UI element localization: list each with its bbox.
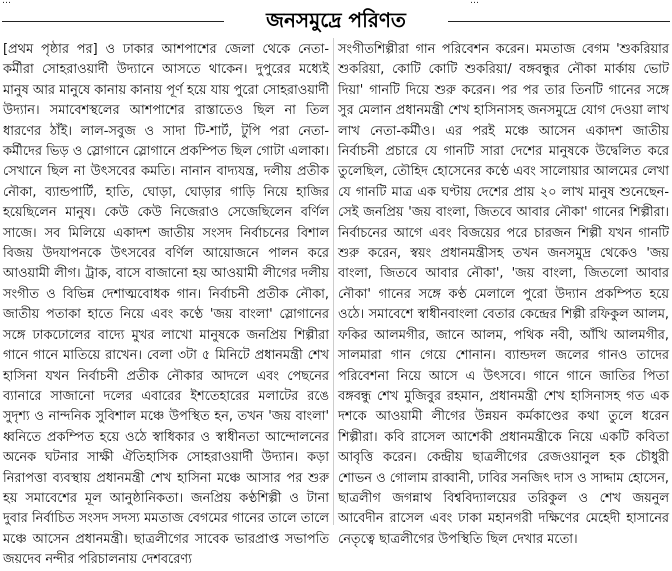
column-divider (333, 38, 334, 525)
article-column-right (338, 40, 669, 547)
article-column-left (3, 40, 329, 568)
article-column-left-text: [প্রথম পৃষ্ঠার পর] ও ঢাকার আশপাশের জেলা থেকে নেতা-কর্মীরা সোহরাওয়ার্দী উদ্যানে আসতে থাকেন। দুপুরের মধ্যেই মানুষ আর মানুষে কানায় কানায় পূর্ণ হয়ে যায় পুরো সোহরাওয়ার্দী উদ্যান। সমাবেশস্থলের আশপাশের রাস্তাতেও ছিল না তিল ধারণের ঠাঁই। লাল-সবুজ ও সাদা টি-শার্ট, টুপি পরা নেতা-কর্মীদের ভিড় ও স্লোগানে স্লোগানে প্রকম্পিত ছিল গোটা এলাকা। সেখানে ছিল না উৎসবের কমতি। নানান বাদ্যযন্ত্র, দলীয় প্রতীক নৌকা, ব্যান্ডপার্টি, হাতি, ঘোড়া, ঘোড়ার গাড়ি নিয়ে হাজির হয়েছিলেন মানুষ। কেউ কেউ নিজেরাও সেজেছিলেন বর্ণিল সাজে। সব মিলিয়ে একাদশ জাতীয় সংসদ নির্বাচনের বিশাল বিজয় উদযাপনকে উৎসবের বর্ণিল আয়োজনে পালন করে আওয়ামী লীগ। ট্রাক, বাসে বাজানো হয় আওয়ামী লীগের দলীয় সংগীত ও বিভিন্ন দেশাত্মবোধক গান। নির্বাচনী প্রতীক নৌকা, জাতীয় পতাকা হাতে নিয়ে এবং কণ্ঠে 'জয় বাংলা' স্লোগানের সঙ্গে ঢাকঢোলের বাদ্যে মুখর লাখো মানুষকে জনপ্রিয় শিল্পীরা গানে গানে মাতিয়ে রাখেন। বেলা ৩টা ৫ মিনিটে প্রধানমন্ত্রী শেখ হাসিনা যখন নির্বাচনী প্রতীক নৌকার আদলে এবং পেছনের ব্যানারে সাজানো দলের এবারের ইশতেহারের মলাটের রঙে সুদৃশ্য ও নান্দনিক সুবিশাল মঞ্চে উপস্থিত হন, তখন 'জয় বাংলা' ধ্বনিতে প্রকম্পিত হয়ে ওঠে স্বাধিকার ও স্বাধীনতা আন্দোলনের অনেক ঘটনার সাক্ষী ঐতিহাসিক সোহরাওয়ার্দী উদ্যান। কড়া নিরাপত্তা ব্যবস্থায় প্রধানমন্ত্রী শেখ হাসিনা মঞ্চে আসার পর শুরু হয় সমাবেশের মূল আনুষ্ঠানিকতা। জনপ্রিয় কণ্ঠশিল্পী ও টানা দুবার নির্বাচিত সংসদ সদস্য মমতাজ বেগমের গানের তালে তালে মঞ্চে আসেন প্রধানমন্ত্রী। ছাত্রলীগের সাবেক ভারপ্রাপ্ত সভাপতি জয়দেব নন্দীর পরিচালনায় দেশবরেণ্য (3, 42, 329, 568)
article-column-right-text: সংগীতশিল্পীরা গান পরিবেশন করেন। মমতাজ বেগম 'শুকরিয়ার শুকরিয়া, কোটি কোটি শুকরিয়া/ বঙ্গবন্ধুর নৌকা মার্কায় ভোট দিয়া' গানটি দিয়ে শুরু করেন। পর পর তার তিনটি গানের সঙ্গে সুর মেলান প্রধানমন্ত্রী শেখ হাসিনাসহ জনসমুদ্রে যোগ দেওয়া লাখ লাখ নেতা-কর্মীও। এর পরই মঞ্চে আসেন একাদশ জাতীয় নির্বাচনী প্রচারে যে গানটি সারা দেশের মানুষকে উদ্বেলিত করে তুলেছিল, তৌহিদ হোসেনের কণ্ঠে এবং সালোয়ার আলমের লেখা যে গানটি মাত্র এক ঘণ্টায় দেশের প্রায় ২০ লাখ মানুষ শুনেছেন- সেই জনপ্রিয় 'জয় বাংলা, জিতবে আবার নৌকা' গানের শিল্পীরা। নির্বাচনের আগে এবং বিজয়ের পরে চারজন শিল্পী যখন গানটি শুরু করেন, স্বয়ং প্রধানমন্ত্রীসহ তখন জনসমুদ্র থেকেও 'জয় বাংলা, জিতবে আবার নৌকা', 'জয় বাংলা, জিতলো আবার নৌকা' গানের সঙ্গে কণ্ঠ মেলালে পুরো উদ্যান প্রকম্পিত হয়ে ওঠে। সমাবেশে স্বাধীনবাংলা বেতার কেন্দ্রের শিল্পী রফিকুল আলম, ফকির আলমগীর, জানে আলম, পথিক নবী, আঁখি আলমগীর, সালমারা গান গেয়ে শোনান। ব্যান্ডদল জলের গানও তাদের পরিবেশনা নিয়ে আসে এ উৎসবে। গানে গানে জাতির পিতা বঙ্গবন্ধু শেখ মুজিবুর রহমান, প্রধানমন্ত্রী শেখ হাসিনাসহ গত এক দশকে আওয়ামী লীগের উন্নয়ন কর্মকাণ্ডের কথা তুলে ধরেন শিল্পীরা। কবি রাসেল আশেকী প্রধানমন্ত্রীকে নিয়ে একটি কবিতা আবৃত্তি করেন। কেন্দ্রীয় ছাত্রলীগের রেজওয়ানুল হক চৌধুরী শোভন ও গোলাম রাব্বানী, ঢাবির সনজিৎ দাস ও সাদ্দাম হোসেন, ছাত্রলীগ জগন্নাথ বিশ্ববিদ্যালয়ের তরিকুল ও শেখ জয়নুল আবেদীন রাসেল এবং ঢাকা মহানগরী দক্ষিণের মেহেদী হাসানের নেতৃত্বে ছাত্রলীগের উপস্থিতি ছিল দেখার মতো। (338, 42, 669, 547)
article-headline: জনসমুদ্রে পরিণত (266, 8, 406, 32)
previous-article-right-fragment: … (470, 0, 479, 6)
headline-rule-right (448, 21, 670, 22)
previous-article-left-fragment: … (2, 0, 11, 6)
headline-rule-left (2, 21, 224, 22)
